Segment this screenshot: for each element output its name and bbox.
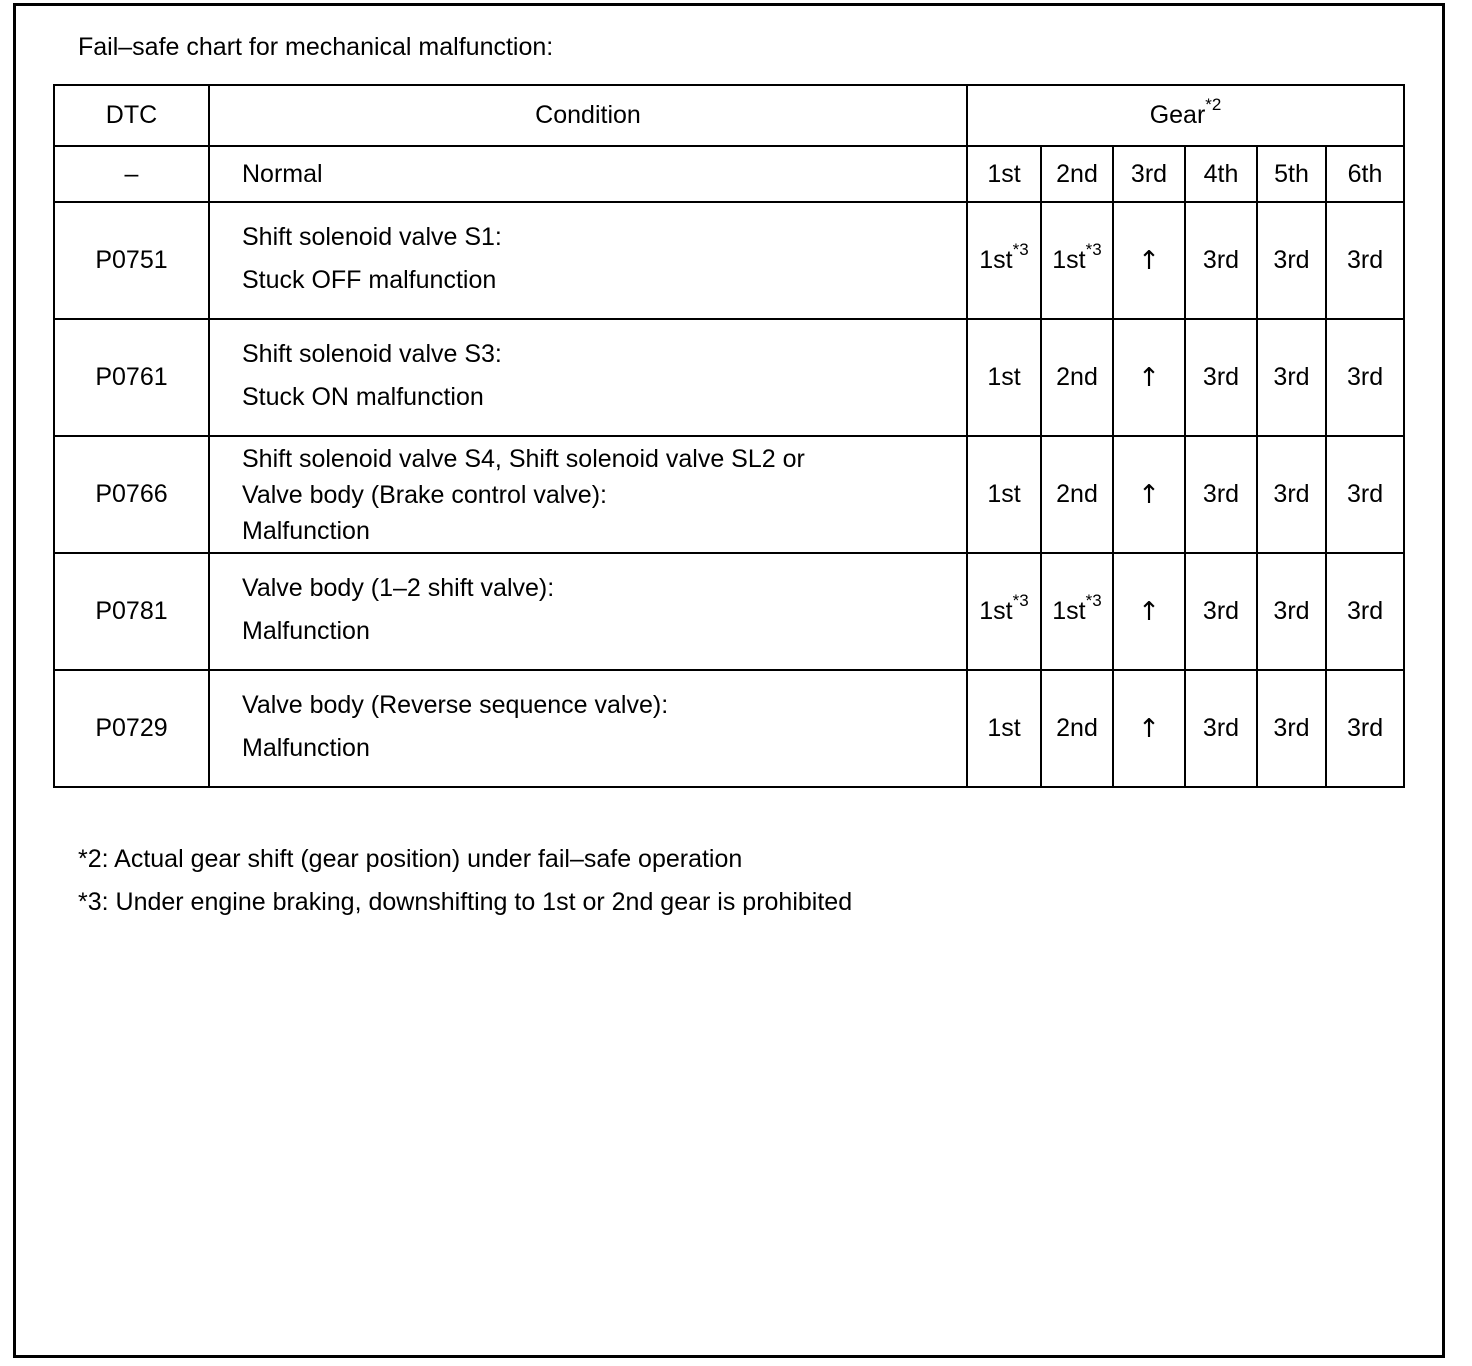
dtc-code: P0766 — [54, 436, 209, 553]
gear-cell — [1326, 553, 1404, 670]
gear-value: 1st — [979, 246, 1013, 274]
gear-value: 3rd — [1273, 246, 1310, 274]
gear-value: 2nd — [1056, 480, 1098, 508]
up-arrow-icon: ↑ — [1138, 362, 1160, 393]
gear-cell — [967, 202, 1041, 319]
gear-col-2: 2nd — [1041, 146, 1113, 202]
gear-footnote-ref: *3 — [1012, 240, 1029, 259]
gear-cell — [1041, 436, 1113, 553]
condition-line: Malfunction — [242, 616, 370, 645]
table-row — [54, 319, 1404, 436]
dtc-rows — [54, 202, 1404, 787]
gear-value: 3rd — [1273, 597, 1310, 625]
gear-cell — [967, 436, 1041, 553]
gear-value: 1st — [979, 597, 1013, 625]
gear-cell — [1041, 319, 1113, 436]
gear-value: 1st — [987, 480, 1021, 508]
header-condition: Condition — [209, 85, 967, 146]
gear-value: 3rd — [1346, 363, 1384, 391]
condition-line: Stuck ON malfunction — [242, 382, 484, 411]
gear-value: 3rd — [1202, 363, 1240, 391]
gear-cell — [1041, 670, 1113, 787]
fail-safe-table — [53, 84, 1405, 788]
gear-footnote-ref: *3 — [1085, 591, 1102, 610]
gear-value: 3rd — [1273, 363, 1310, 391]
gear-value: 1st — [1052, 597, 1086, 625]
table-row — [54, 202, 1404, 319]
gear-value: 3rd — [1273, 480, 1310, 508]
chart-title: Fail–safe chart for mechanical malfunction: — [78, 33, 554, 61]
gear-cell — [1257, 202, 1326, 319]
gear-cell — [1185, 553, 1257, 670]
footnotes — [78, 838, 852, 924]
gear-value: 1st — [1052, 246, 1086, 274]
condition-line: Shift solenoid valve S1: — [242, 222, 502, 251]
gear-value: 3rd — [1346, 246, 1384, 274]
condition-line: Valve body (Reverse sequence valve): — [242, 690, 669, 719]
table-row — [54, 670, 1404, 787]
normal-dtc: – — [54, 146, 209, 202]
gear-col-5: 5th — [1257, 146, 1326, 202]
condition-line: Shift solenoid valve S3: — [242, 339, 502, 368]
up-arrow-icon: ↑ — [1138, 479, 1160, 510]
condition-line: Shift solenoid valve S4, Shift solenoid valve SL2 or — [242, 444, 805, 473]
dtc-code: P0729 — [54, 670, 209, 787]
gear-value: 3rd — [1346, 597, 1384, 625]
up-arrow-icon: ↑ — [1138, 596, 1160, 627]
up-arrow-icon: ↑ — [1138, 245, 1160, 276]
footnote-2: *2: Actual gear shift (gear position) under fail–safe operation — [78, 845, 743, 873]
condition-cell — [209, 670, 967, 787]
gear-col-1: 1st — [967, 146, 1041, 202]
gear-cell — [1041, 202, 1113, 319]
gear-cell — [1113, 319, 1185, 436]
gear-cell — [1185, 670, 1257, 787]
gear-col-3: 3rd — [1113, 146, 1185, 202]
gear-cell — [1326, 319, 1404, 436]
gear-cell — [1257, 436, 1326, 553]
gear-value: 3rd — [1202, 714, 1240, 742]
gear-value: 3rd — [1346, 714, 1384, 742]
dtc-code: P0781 — [54, 553, 209, 670]
gear-cell — [1185, 319, 1257, 436]
gear-cell — [1257, 319, 1326, 436]
table-row — [54, 436, 1404, 553]
gear-cell — [1257, 670, 1326, 787]
footnote-3: *3: Under engine braking, downshifting to 1st or 2nd gear is prohibited — [78, 888, 853, 916]
gear-footnote-ref: *3 — [1012, 591, 1029, 610]
condition-line: Malfunction — [242, 733, 370, 762]
condition-cell — [209, 436, 967, 553]
normal-row — [54, 146, 1404, 202]
gear-cell — [967, 319, 1041, 436]
gear-cell — [1326, 202, 1404, 319]
gear-col-4: 4th — [1185, 146, 1257, 202]
gear-value: 1st — [987, 363, 1021, 391]
gear-cell — [967, 553, 1041, 670]
gear-cell — [1185, 202, 1257, 319]
gear-value: 1st — [987, 714, 1021, 742]
gear-cell — [1326, 670, 1404, 787]
condition-line: Stuck OFF malfunction — [242, 265, 497, 294]
up-arrow-icon: ↑ — [1138, 713, 1160, 744]
gear-cell — [967, 670, 1041, 787]
gear-value: 3rd — [1202, 246, 1240, 274]
gear-value: 2nd — [1056, 714, 1098, 742]
header-gear-ref: *2 — [1205, 95, 1222, 114]
dtc-code: P0751 — [54, 202, 209, 319]
condition-line: Valve body (1–2 shift valve): — [242, 573, 555, 602]
gear-footnote-ref: *3 — [1085, 240, 1102, 259]
table-row — [54, 553, 1404, 670]
condition-cell — [209, 553, 967, 670]
gear-cell — [1185, 436, 1257, 553]
condition-line: Malfunction — [242, 516, 370, 545]
gear-value: 3rd — [1346, 480, 1384, 508]
gear-cell — [1113, 436, 1185, 553]
header-row — [54, 85, 1404, 146]
gear-cell — [1113, 553, 1185, 670]
gear-cell — [1257, 553, 1326, 670]
header-gear-label: Gear — [1149, 101, 1206, 129]
gear-cell — [1113, 202, 1185, 319]
condition-cell — [209, 319, 967, 436]
gear-value: 2nd — [1056, 363, 1098, 391]
gear-value: 3rd — [1202, 480, 1240, 508]
gear-cell — [1113, 670, 1185, 787]
condition-line: Valve body (Brake control valve): — [242, 480, 607, 509]
gear-cell — [1326, 436, 1404, 553]
header-gear — [967, 85, 1404, 146]
gear-value: 3rd — [1202, 597, 1240, 625]
header-dtc: DTC — [54, 85, 209, 146]
gear-col-6: 6th — [1326, 146, 1404, 202]
gear-cell — [1041, 553, 1113, 670]
condition-cell — [209, 202, 967, 319]
gear-value: 3rd — [1273, 714, 1310, 742]
dtc-code: P0761 — [54, 319, 209, 436]
normal-condition: Normal — [209, 146, 967, 202]
